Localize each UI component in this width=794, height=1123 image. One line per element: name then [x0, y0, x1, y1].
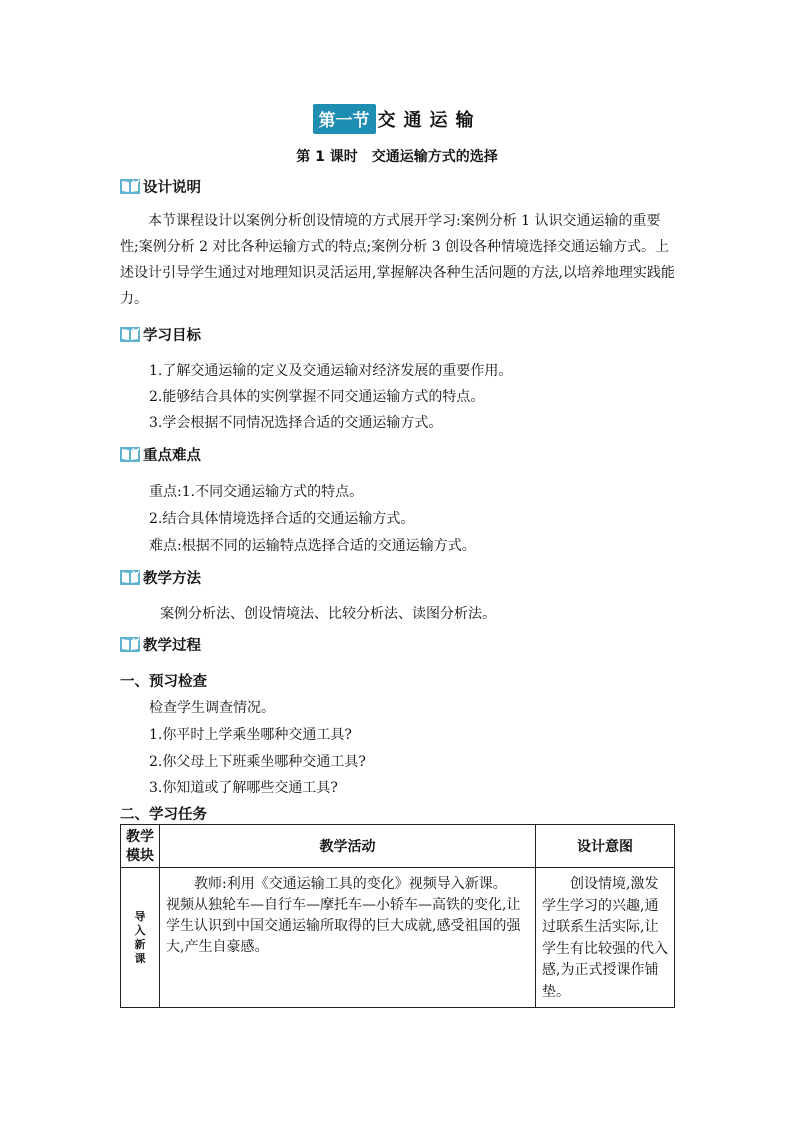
tasks-heading: 二、学习任务 — [120, 807, 207, 823]
keypoint-item: 难点:根据不同的运输特点选择合适的交通运输方式。 — [149, 538, 476, 554]
preview-item: 1.你平时上学乘坐哪种交通工具? — [149, 727, 352, 743]
book-icon — [120, 636, 140, 652]
section-title: 交通运输 — [377, 110, 482, 131]
methods-heading — [120, 566, 201, 588]
book-icon — [120, 446, 140, 462]
design-heading-label: 设计说明 — [143, 179, 201, 196]
section-badge: 第一节 — [313, 104, 376, 134]
goal-item: 1.了解交通运输的定义及交通运输对经济发展的重要作用。 — [149, 363, 513, 379]
intent-text: 创设情境,激发学生学习的兴趣,通过联系生活实际,让学生有比较强的代入感,为正式授课作铺垫。 — [542, 876, 668, 1000]
preview-heading: 一、预习检查 — [120, 674, 207, 690]
module-cell — [121, 868, 160, 1008]
column-header-activity: 教学活动 — [160, 825, 536, 868]
design-text: 本节课程设计以案例分析创设情境的方式展开学习:案例分析 1 认识交通运输的重要性;案例分析 2 对比各种运输方式的特点;案例分析 3 创设各种情境选择交通运输方式。上述设计引导学生通过对地理知识灵活运用,掌握解决各种生活问题的方法,以培养地理实践能力。 — [120, 213, 675, 307]
goal-item: 2.能够结合具体的实例掌握不同交通运输方式的特点。 — [149, 389, 485, 405]
preview-item: 3.你知道或了解哪些交通工具? — [149, 780, 338, 796]
section-header — [0, 104, 794, 134]
book-icon — [120, 326, 140, 342]
book-icon — [120, 569, 140, 585]
book-icon — [120, 178, 140, 194]
activity-cell — [160, 868, 536, 1008]
goals-heading — [120, 323, 201, 345]
activity-paragraph: 视频从独轮车—自行车—摩托车—小轿车—高铁的变化,让学生认识到中国交通运输所取得的巨大成就,感受祖国的强大,产生自豪感。 — [166, 897, 521, 955]
table-header-row — [121, 825, 675, 868]
activity-paragraph: 教师:利用《交通运输工具的变化》视频导入新课。 — [194, 876, 507, 892]
table-row — [121, 868, 675, 1008]
lesson-title: 第 1 课时 交通运输方式的选择 — [296, 149, 498, 165]
keypoints-heading-label: 重点难点 — [143, 447, 201, 464]
keypoint-item: 重点:1.不同交通运输方式的特点。 — [149, 484, 364, 500]
keypoint-item: 2.结合具体情境选择合适的交通运输方式。 — [149, 511, 415, 527]
column-header-module: 教学模块 — [121, 825, 160, 868]
keypoints-heading — [120, 443, 201, 465]
goal-item: 3.学会根据不同情况选择合适的交通运输方式。 — [149, 415, 443, 431]
module-label: 导入新课 — [134, 909, 146, 965]
process-heading — [120, 633, 201, 655]
tasks-table — [120, 824, 675, 1008]
preview-item: 检查学生调查情况。 — [149, 700, 275, 716]
process-heading-label: 教学过程 — [143, 637, 201, 654]
goals-heading-label: 学习目标 — [143, 327, 201, 344]
methods-heading-label: 教学方法 — [143, 570, 201, 587]
preview-item: 2.你父母上下班乘坐哪种交通工具? — [149, 754, 366, 770]
intent-cell — [536, 868, 675, 1008]
column-header-intent: 设计意图 — [536, 825, 675, 868]
design-heading — [120, 175, 201, 197]
methods-text: 案例分析法、创设情境法、比较分析法、读图分析法。 — [160, 606, 496, 622]
